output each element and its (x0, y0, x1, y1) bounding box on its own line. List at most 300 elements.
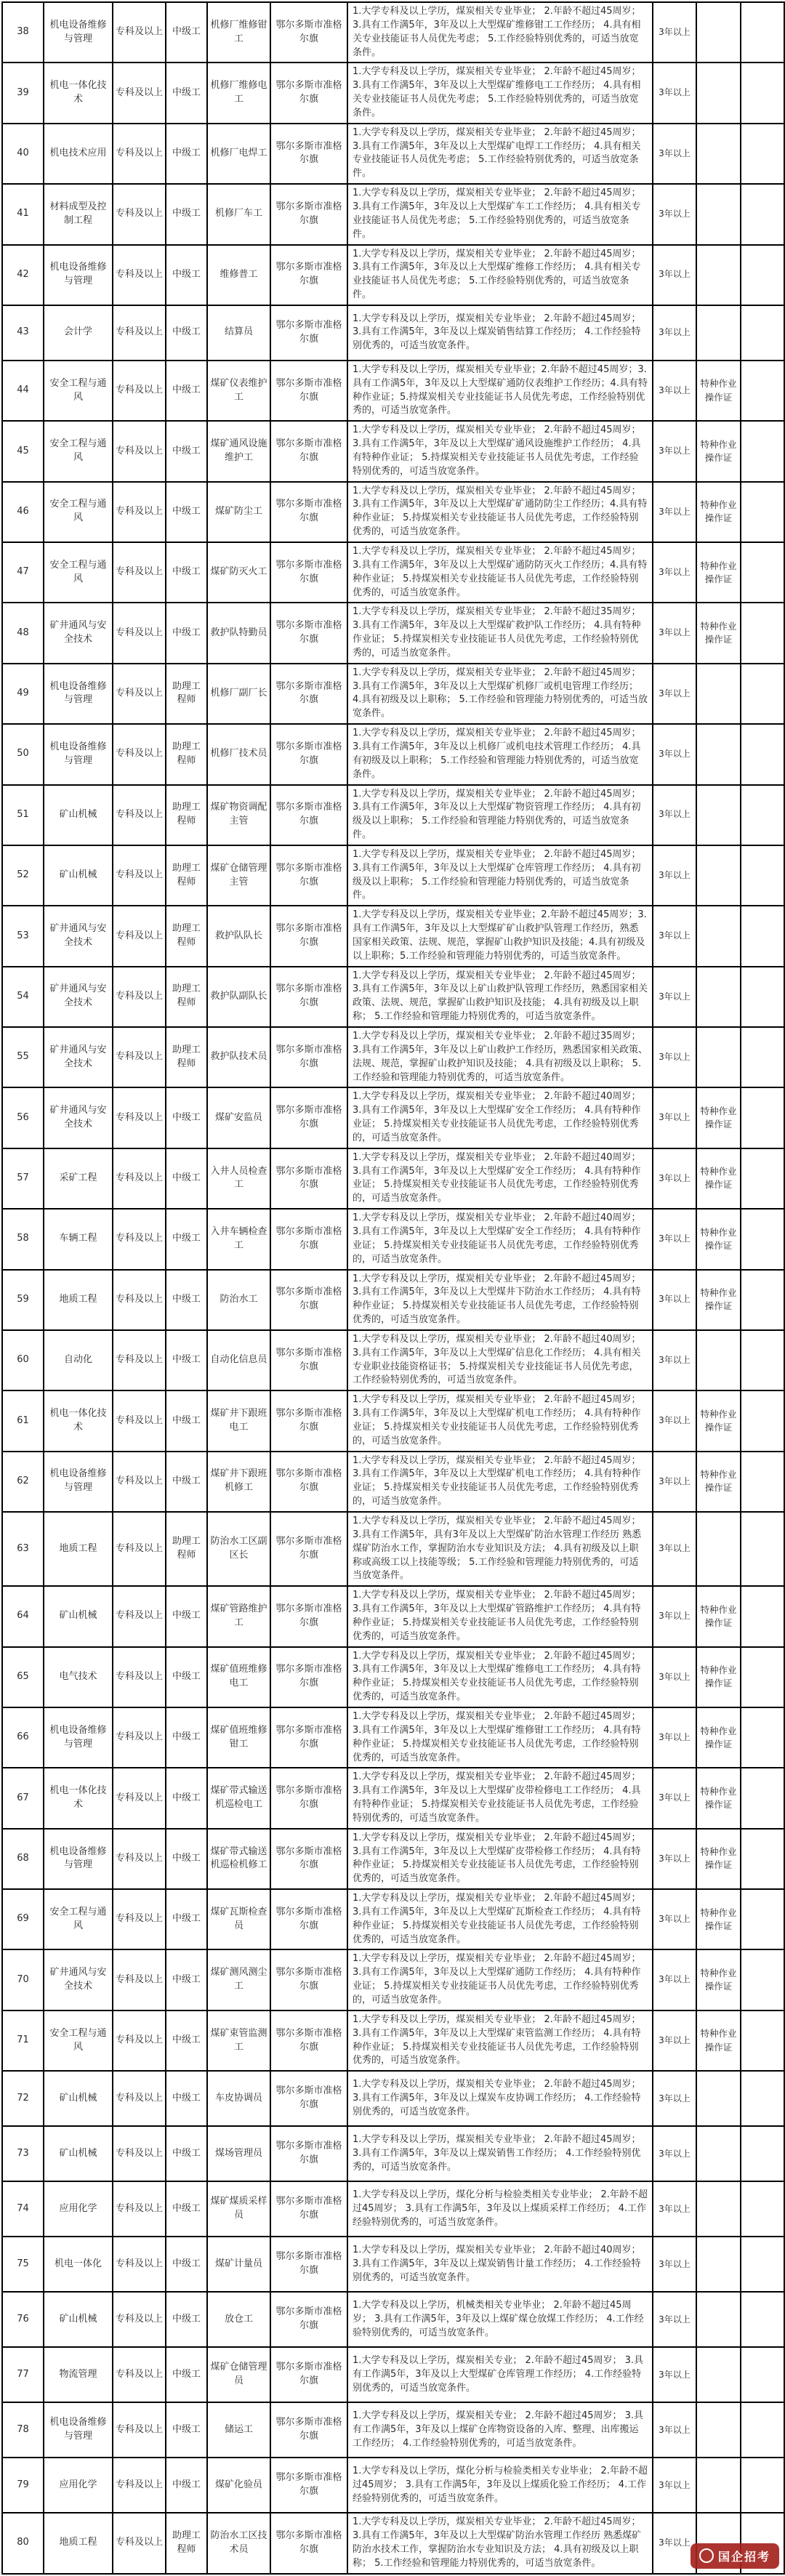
cell-education: 专科及以上 (113, 2292, 166, 2347)
cell-skill-level: 中级工 (166, 361, 207, 421)
cell-location: 鄂尔多斯市准格尔旗 (270, 664, 347, 724)
cell-years: 3年以上 (653, 2181, 696, 2237)
cell-certificate: 特种作业操作证 (696, 542, 741, 603)
cell-note (741, 906, 784, 966)
cell-education: 专科及以上 (113, 785, 166, 845)
cell-major: 机电设备维修与管理 (44, 1707, 113, 1768)
cell-skill-level: 助理工程师 (166, 906, 207, 966)
cell-certificate: 特种作业操作证 (696, 1707, 741, 1768)
cell-requirements: 1.大学专科及以上学历，煤炭相关专业毕业； 2.年龄不超过45周岁； 3.具有工作满5年，3年及以上大型煤矿矿通防防尘工作经历；4.具有特种作业证； 5.持煤炭相关专业技能证书人员优先考虑，工作经验特别优秀的，可适当放宽条件。 (347, 482, 653, 542)
cell-location: 鄂尔多斯市准格尔旗 (270, 361, 347, 421)
cell-row-number: 44 (2, 361, 44, 421)
table-row (2, 542, 784, 603)
cell-years: 3年以上 (653, 63, 696, 123)
cell-major: 会计学 (44, 305, 113, 361)
table-row (2, 1270, 784, 1330)
cell-requirements: 1.大学专科及以上学历，煤炭相关专业毕业； 2.年龄不超过45周岁； 3.具有工作满5年，3年及以上大型煤矿机电工作经历； 4.具有特种作业证； 5.持煤炭相关专业技能证书人员优先考虑，工作经验特别优秀的，可适当放宽条件。 (347, 1390, 653, 1451)
cell-years: 3年以上 (653, 1330, 696, 1390)
cell-education: 专科及以上 (113, 2458, 166, 2513)
cell-education: 专科及以上 (113, 305, 166, 361)
cell-years: 3年以上 (653, 724, 696, 784)
cell-note (741, 1512, 784, 1586)
cell-note (741, 785, 784, 845)
cell-skill-level: 助理工程师 (166, 664, 207, 724)
cell-location: 鄂尔多斯市准格尔旗 (270, 1889, 347, 1949)
cell-years: 3年以上 (653, 1586, 696, 1646)
watermark-badge (691, 2543, 779, 2569)
cell-requirements: 1.大学专科及以上学历，煤炭相关专业毕业； 2.年龄不超过45周岁； 3.具有工作满5年，3年及以上大型煤矿机电工作经历； 4.具有特种作业证； 5.持煤炭相关专业技能证书人员优先考虑，工作经验特别优秀的，可适当放宽条件。 (347, 1452, 653, 1512)
cell-requirements: 1.大学专科及以上学历，煤炭相关专业毕业； 2.年龄不超过45周岁； 3.具有工作满5年，3年及以上大型煤矿皮带检修电工工作经历； 4.具有特种作业证； 5.持煤炭相关专业技能证书人员优先考虑，工作经验特别优秀的，可适当放宽条件。 (347, 1768, 653, 1828)
cell-row-number: 67 (2, 1768, 44, 1828)
cell-position: 机修厂维修钳工 (207, 2, 270, 63)
cell-years: 3年以上 (653, 664, 696, 724)
cell-years: 3年以上 (653, 482, 696, 542)
cell-skill-level: 中级工 (166, 2, 207, 63)
cell-position: 机修厂维修电工 (207, 63, 270, 123)
cell-note (741, 1949, 784, 2010)
cell-education: 专科及以上 (113, 1829, 166, 1889)
cell-education: 专科及以上 (113, 1586, 166, 1646)
cell-skill-level: 中级工 (166, 1390, 207, 1451)
cell-certificate (696, 184, 741, 244)
table-row (2, 724, 784, 784)
cell-certificate (696, 2458, 741, 2513)
cell-years: 3年以上 (653, 1209, 696, 1269)
cell-note (741, 2292, 784, 2347)
cell-row-number: 55 (2, 1027, 44, 1087)
cell-note (741, 361, 784, 421)
cell-major: 机电技术应用 (44, 124, 113, 184)
cell-certificate (696, 664, 741, 724)
cell-skill-level: 中级工 (166, 1707, 207, 1768)
cell-education: 专科及以上 (113, 1768, 166, 1828)
cell-years: 3年以上 (653, 2458, 696, 2513)
cell-requirements: 1.大学专科及以上学历，煤炭相关专业毕业； 2.年龄不超过45周岁； 3.具有工作满5年，3年及以上煤炭车皮协调工作经历； 4.工作经验特别优秀的，可适当放宽条件。 (347, 2071, 653, 2126)
cell-certificate (696, 2237, 741, 2292)
cell-years: 3年以上 (653, 1512, 696, 1586)
cell-education: 专科及以上 (113, 542, 166, 603)
cell-position: 机修厂副厂长 (207, 664, 270, 724)
cell-major: 机电设备维修与管理 (44, 1829, 113, 1889)
cell-position: 救护队副队长 (207, 967, 270, 1027)
cell-row-number: 70 (2, 1949, 44, 2010)
cell-requirements: 1.大学专科及以上学历，煤炭相关专业毕业； 2.年龄不超过40周岁； 3.具有工作满5年，3年及以上大型煤矿信息化工作经历； 4.具有相关专业职业技能资格证书； 5.持煤炭相关专业技能证书人员优先考虑，工作经验特别优秀的，可适当放宽条件。 (347, 1330, 653, 1390)
cell-note (741, 1390, 784, 1451)
cell-row-number: 76 (2, 2292, 44, 2347)
cell-skill-level: 中级工 (166, 1270, 207, 1330)
cell-years: 3年以上 (653, 603, 696, 663)
cell-note (741, 1647, 784, 1707)
cell-location: 鄂尔多斯市准格尔旗 (270, 2347, 347, 2402)
cell-row-number: 63 (2, 1512, 44, 1586)
cell-major: 矿井通风与安全技术 (44, 906, 113, 966)
cell-note (741, 2, 784, 63)
cell-skill-level: 助理工程师 (166, 967, 207, 1027)
cell-education: 专科及以上 (113, 1889, 166, 1949)
cell-location: 鄂尔多斯市准格尔旗 (270, 2237, 347, 2292)
cell-requirements: 1.大学专科及以上学历，煤炭相关专业毕业； 2.年龄不超过45周岁； 3.具有工作满5年，3年及以上大型煤矿维修工作经历； 4.具有相关专业技能证书人员优先考虑； 5.工作经验特别优秀的，可适当放宽条件。 (347, 245, 653, 305)
cell-note (741, 245, 784, 305)
cell-education: 专科及以上 (113, 1949, 166, 2010)
cell-location: 鄂尔多斯市准格尔旗 (270, 1330, 347, 1390)
table-row (2, 1452, 784, 1512)
cell-years: 3年以上 (653, 1949, 696, 2010)
cell-skill-level: 中级工 (166, 305, 207, 361)
cell-row-number: 64 (2, 1586, 44, 1646)
cell-requirements: 1.大学专科及以上学历，煤炭相关专业毕业；2.年龄不超过45周岁；3.具有工作满5年，3年及以上大型煤矿矿山救护队管理工作经历，熟悉国家相关政策、法规、规范，掌握矿山救护知识及技能；4.具有初级及以上职称；5.工作经验和管理能力特别优秀的，可适当放宽条件。 (347, 906, 653, 966)
cell-location: 鄂尔多斯市准格尔旗 (270, 967, 347, 1027)
cell-position: 煤矿防灭火工 (207, 542, 270, 603)
cell-location: 鄂尔多斯市准格尔旗 (270, 1768, 347, 1828)
cell-position: 煤矿管路维护工 (207, 1586, 270, 1646)
cell-note (741, 1270, 784, 1330)
table-row (2, 603, 784, 663)
cell-years: 3年以上 (653, 1647, 696, 1707)
cell-row-number: 60 (2, 1330, 44, 1390)
cell-requirements: 1.大学专科及以上学历，煤炭相关专业毕业； 2.年龄不超过45周岁； 3.具有工作满5年，3年及以上大型煤矿电焊工工作经历； 4.具有相关专业技能证书人员优先考虑； 5.工作经验特别优秀的，可适当放宽条件。 (347, 124, 653, 184)
cell-certificate: 特种作业操作证 (696, 1768, 741, 1828)
cell-certificate (696, 1330, 741, 1390)
cell-skill-level: 中级工 (166, 2126, 207, 2181)
cell-years: 3年以上 (653, 2237, 696, 2292)
cell-requirements: 1.大学专科及以上学历，煤炭相关专业； 2.年龄不超过45周岁； 3.具有工作满5年，3年及以上煤矿仓库物资设备的入库、整理、出库搬运工作经历； 4.工作经验特别优秀的，可适当放宽条件。 (347, 2402, 653, 2458)
cell-location: 鄂尔多斯市准格尔旗 (270, 542, 347, 603)
cell-certificate: 特种作业操作证 (696, 1949, 741, 2010)
cell-note (741, 1452, 784, 1512)
cell-major: 采矿工程 (44, 1148, 113, 1209)
cell-location: 鄂尔多斯市准格尔旗 (270, 2071, 347, 2126)
cell-position: 煤矿仓储管理员 (207, 2347, 270, 2402)
cell-skill-level: 中级工 (166, 482, 207, 542)
cell-skill-level: 中级工 (166, 2292, 207, 2347)
cell-years: 3年以上 (653, 542, 696, 603)
cell-position: 防治水工区副区长 (207, 1512, 270, 1586)
cell-years: 3年以上 (653, 2292, 696, 2347)
cell-row-number: 62 (2, 1452, 44, 1512)
cell-certificate (696, 1027, 741, 1087)
cell-location: 鄂尔多斯市准格尔旗 (270, 906, 347, 966)
cell-major: 矿山机械 (44, 845, 113, 906)
cell-skill-level: 助理工程师 (166, 1512, 207, 1586)
cell-certificate (696, 724, 741, 784)
cell-years: 3年以上 (653, 967, 696, 1027)
cell-position: 煤矿安监员 (207, 1087, 270, 1148)
cell-skill-level: 中级工 (166, 542, 207, 603)
cell-position: 煤矿带式输送机巡检机修工 (207, 1829, 270, 1889)
cell-row-number: 49 (2, 664, 44, 724)
cell-certificate (696, 2126, 741, 2181)
recruitment-table (1, 1, 785, 2575)
cell-requirements: 1.大学专科及以上学历，煤炭相关专业毕业；2.年龄不超过45周岁；3.具有工作满5年，3年及以上大型煤矿通防仪表维护工作经历；4.具有特种作业证；5.持煤炭相关专业技能证书人员优先考虑，工作经验特别优秀的，可适当放宽条件。 (347, 361, 653, 421)
table-row (2, 1512, 784, 1586)
cell-education: 专科及以上 (113, 845, 166, 906)
cell-major: 安全工程与通风 (44, 421, 113, 481)
cell-position: 车皮协调员 (207, 2071, 270, 2126)
cell-certificate: 特种作业操作证 (696, 1270, 741, 1330)
cell-location: 鄂尔多斯市准格尔旗 (270, 2181, 347, 2237)
cell-position: 煤矿煤质采样员 (207, 2181, 270, 2237)
cell-education: 专科及以上 (113, 1707, 166, 1768)
cell-requirements: 1.大学专科及以上学历，煤炭相关专业毕业； 2.年龄不超过45周岁； 3.具有工作满5年，3年及以上大型煤矿通风设施维护工作经历； 4.具有特种作业证； 5.持煤炭相关专业技能证书人员优先考虑，工作经验特别优秀的，可适当放宽条件。 (347, 421, 653, 481)
cell-major: 机电设备维修与管理 (44, 2402, 113, 2458)
cell-location: 鄂尔多斯市准格尔旗 (270, 2126, 347, 2181)
cell-row-number: 73 (2, 2126, 44, 2181)
cell-major: 矿井通风与安全技术 (44, 603, 113, 663)
cell-years: 3年以上 (653, 361, 696, 421)
cell-note (741, 2458, 784, 2513)
cell-years: 3年以上 (653, 845, 696, 906)
table-row (2, 906, 784, 966)
cell-major: 机电设备维修与管理 (44, 724, 113, 784)
cell-position: 煤矿通风设施维护工 (207, 421, 270, 481)
cell-education: 专科及以上 (113, 2071, 166, 2126)
cell-skill-level: 中级工 (166, 1087, 207, 1148)
cell-years: 3年以上 (653, 2071, 696, 2126)
cell-years: 3年以上 (653, 906, 696, 966)
cell-position: 机修厂车工 (207, 184, 270, 244)
cell-certificate: 特种作业操作证 (696, 1452, 741, 1512)
cell-skill-level: 中级工 (166, 603, 207, 663)
cell-note (741, 421, 784, 481)
table-row (2, 1949, 784, 2010)
cell-location: 鄂尔多斯市准格尔旗 (270, 1209, 347, 1269)
cell-requirements: 1.大学专科及以上学历，机械类相关专业毕业； 2.年龄不超过45周岁； 3.具有工作满5年，3年及以上煤矿煤仓放煤工作经历； 4.工作经验特别优秀的，可适当放宽条件。 (347, 2292, 653, 2347)
cell-location: 鄂尔多斯市准格尔旗 (270, 2, 347, 63)
cell-years: 3年以上 (653, 1829, 696, 1889)
cell-location: 鄂尔多斯市准格尔旗 (270, 1087, 347, 1148)
cell-years: 3年以上 (653, 785, 696, 845)
cell-position: 防治水工区技术员 (207, 2513, 270, 2573)
cell-education: 专科及以上 (113, 361, 166, 421)
cell-major: 自动化 (44, 1330, 113, 1390)
cell-position: 机修厂电焊工 (207, 124, 270, 184)
cell-location: 鄂尔多斯市准格尔旗 (270, 724, 347, 784)
cell-certificate: 特种作业操作证 (696, 1586, 741, 1646)
table-row (2, 63, 784, 123)
cell-note (741, 2071, 784, 2126)
cell-row-number: 53 (2, 906, 44, 966)
cell-requirements: 1.大学专科及以上学历，煤炭相关专业毕业； 2.年龄不超过45周岁； 3.具有工作满5年，3年及以上大型煤矿防治水管理工作经历 熟悉煤矿防治水技术工作，掌握防治水专业知识及方法； 4.具有初级及以上职称； 5.工作经验和管理能力特别优秀的，可适当放宽条件。 (347, 2513, 653, 2573)
cell-education: 专科及以上 (113, 2, 166, 63)
cell-row-number: 43 (2, 305, 44, 361)
table-row (2, 1330, 784, 1390)
cell-education: 专科及以上 (113, 724, 166, 784)
cell-location: 鄂尔多斯市准格尔旗 (270, 1148, 347, 1209)
cell-major: 矿山机械 (44, 1586, 113, 1646)
table-row (2, 2071, 784, 2126)
cell-position: 煤矿井下跟班机修工 (207, 1452, 270, 1512)
cell-certificate (696, 2347, 741, 2402)
cell-skill-level: 中级工 (166, 184, 207, 244)
cell-education: 专科及以上 (113, 2237, 166, 2292)
cell-requirements: 1.大学专科及以上学历，煤炭相关专业毕业； 2.年龄不超过45周岁； 3.具有工作满5年，3年及以上大型煤矿车工工作经历； 4.具有相关专业技能证书人员优先考虑； 5.工作经验特别优秀的，可适当放宽条件。 (347, 184, 653, 244)
cell-certificate (696, 1512, 741, 1586)
cell-requirements: 1.大学专科及以上学历，煤炭相关专业毕业； 2.年龄不超过45周岁； 3.具有工作满5年，3年及以上大型煤矿通防防灭火工作经历；4.具有特种作业证； 5.持煤炭相关专业技能证书人员优先考虑，工作经验特别优秀的，可适当放宽条件。 (347, 542, 653, 603)
cell-requirements: 1.大学专科及以上学历，煤炭相关专业毕业； 2.年龄不超过45周岁； 3.具有工作满5年，3年及以上大型煤矿维修钳工工作经历； 4.具有相关专业技能证书人员优先考虑； 5.工作经验特别优秀的，可适当放宽条件。 (347, 2, 653, 63)
cell-certificate (696, 2402, 741, 2458)
cell-years: 3年以上 (653, 1452, 696, 1512)
cell-major: 物流管理 (44, 2347, 113, 2402)
cell-row-number: 75 (2, 2237, 44, 2292)
cell-row-number: 61 (2, 1390, 44, 1451)
cell-location: 鄂尔多斯市准格尔旗 (270, 1512, 347, 1586)
cell-position: 煤矿物资调配主管 (207, 785, 270, 845)
cell-row-number: 68 (2, 1829, 44, 1889)
table-row (2, 2292, 784, 2347)
cell-position: 煤矿瓦斯检查员 (207, 1889, 270, 1949)
cell-education: 专科及以上 (113, 664, 166, 724)
table-row (2, 1586, 784, 1646)
cell-years: 3年以上 (653, 2347, 696, 2402)
cell-position: 煤矿测风测尘工 (207, 1949, 270, 2010)
cell-position: 救护队队长 (207, 906, 270, 966)
cell-requirements: 1.大学专科及以上学历，煤炭相关专业； 2.年龄不超过45周岁； 3.具有工作满5年，3年及以上大型煤矿仓库管理工作经历； 4.工作经验特别优秀的，可适当放宽条件。 (347, 2347, 653, 2402)
cell-major: 地质工程 (44, 1270, 113, 1330)
cell-major: 机电设备维修与管理 (44, 1452, 113, 1512)
table-row (2, 305, 784, 361)
table-row (2, 2458, 784, 2513)
cell-major: 矿井通风与安全技术 (44, 1087, 113, 1148)
cell-skill-level: 中级工 (166, 124, 207, 184)
cell-row-number: 48 (2, 603, 44, 663)
cell-education: 专科及以上 (113, 1330, 166, 1390)
cell-requirements: 1.大学专科及以上学历，煤炭相关专业毕业； 2.年龄不超过45周岁； 3.具有工作满5年，3年及以上大型煤矿维修电工工作经历； 4.具有相关专业技能证书人员优先考虑； 5.工作经验特别优秀的，可适当放宽条件。 (347, 63, 653, 123)
cell-years: 3年以上 (653, 1027, 696, 1087)
cell-note (741, 1330, 784, 1390)
table-row (2, 2237, 784, 2292)
cell-skill-level: 助理工程师 (166, 785, 207, 845)
cell-note (741, 664, 784, 724)
cell-requirements: 1.大学专科及以上学历，煤炭相关专业毕业； 2.年龄不超过45周岁； 3.具有工作满5年，3年及以上大型煤矿瓦斯检查工作经历； 4.具有特种作业证； 5.持煤炭相关专业技能证书人员优先考虑，工作经验特别优秀的，可适当放宽条件。 (347, 1889, 653, 1949)
cell-major: 材料成型及控制工程 (44, 184, 113, 244)
cell-row-number: 47 (2, 542, 44, 603)
cell-years: 3年以上 (653, 1889, 696, 1949)
cell-skill-level: 中级工 (166, 2458, 207, 2513)
cell-certificate (696, 305, 741, 361)
cell-row-number: 77 (2, 2347, 44, 2402)
table-row (2, 1647, 784, 1707)
cell-requirements: 1.大学专科及以上学历，煤炭相关专业毕业； 2.年龄不超过45周岁； 3.具有工作满5年，3年及以上煤炭销售结算工作经历； 4.工作经验特别优秀的，可适当放宽条件。 (347, 305, 653, 361)
cell-location: 鄂尔多斯市准格尔旗 (270, 2292, 347, 2347)
cell-certificate: 特种作业操作证 (696, 1209, 741, 1269)
cell-years: 3年以上 (653, 184, 696, 244)
cell-row-number: 74 (2, 2181, 44, 2237)
cell-location: 鄂尔多斯市准格尔旗 (270, 482, 347, 542)
cell-note (741, 2126, 784, 2181)
cell-requirements: 1.大学专科及以上学历，煤炭相关专业毕业； 2.年龄不超过45周岁； 3.具有工作满5年，3年及以上矿山救护队管理工作经历，熟悉国家相关政策、法规、规范，掌握矿山救护知识及技能； 4.具有初级及以上职称； 5.工作经验和管理能力特别优秀的，可适当放宽条件。 (347, 967, 653, 1027)
cell-major: 机电一体化 (44, 2237, 113, 2292)
cell-major: 安全工程与通风 (44, 482, 113, 542)
table-row (2, 361, 784, 421)
table-row (2, 2011, 784, 2071)
cell-certificate (696, 845, 741, 906)
cell-note (741, 1209, 784, 1269)
cell-major: 电气技术 (44, 1647, 113, 1707)
cell-skill-level: 中级工 (166, 1647, 207, 1707)
cell-requirements: 1.大学专科及以上学历，煤炭相关专业毕业； 2.年龄不超过45周岁； 3.具有工作满5年，3年及以上大型煤矿维修钳工工作经历； 4.具有特种作业证； 5.持煤炭相关专业技能证书人员优先考虑，工作经验特别优秀的，可适当放宽条件。 (347, 1707, 653, 1768)
cell-row-number: 72 (2, 2071, 44, 2126)
cell-requirements: 1.大学专科及以上学历，煤炭相关专业毕业； 2.年龄不超过45周岁； 3.具有工作满5年，3年及以上大型煤矿皮带检修工作经历； 4.具有特种作业证； 5.持煤炭相关专业技能证书人员优先考虑，工作经验特别优秀的，可适当放宽条件。 (347, 1829, 653, 1889)
cell-skill-level: 中级工 (166, 63, 207, 123)
cell-requirements: 1.大学专科及以上学历，煤炭相关专业毕业； 2.年龄不超过40周岁； 3.具有工作满5年，3年及以上大型煤矿安全工作经历； 4.具有特种作业证； 5.持煤炭相关专业技能证书人员优先考虑，工作经验特别优秀的，可适当放宽条件。 (347, 1209, 653, 1269)
cell-certificate: 特种作业操作证 (696, 361, 741, 421)
cell-skill-level: 助理工程师 (166, 2513, 207, 2573)
cell-skill-level: 助理工程师 (166, 1027, 207, 1087)
cell-years: 3年以上 (653, 1148, 696, 1209)
cell-note (741, 184, 784, 244)
table-row (2, 1889, 784, 1949)
cell-requirements: 1.大学专科及以上学历，煤炭相关专业毕业； 2.年龄不超过45周岁； 3.具有工作满5年，3年及以上大型煤矿束管监测工作经历； 4.具有特种作业证； 5.持煤炭相关专业技能证书人员优先考虑，工作经验特别优秀的，可适当放宽条件。 (347, 2011, 653, 2071)
cell-certificate (696, 2071, 741, 2126)
cell-skill-level: 中级工 (166, 1330, 207, 1390)
cell-location: 鄂尔多斯市准格尔旗 (270, 603, 347, 663)
cell-row-number: 59 (2, 1270, 44, 1330)
cell-row-number: 54 (2, 967, 44, 1027)
cell-location: 鄂尔多斯市准格尔旗 (270, 184, 347, 244)
table-row (2, 785, 784, 845)
cell-location: 鄂尔多斯市准格尔旗 (270, 63, 347, 123)
table-row (2, 1027, 784, 1087)
cell-skill-level: 中级工 (166, 1949, 207, 2010)
cell-skill-level: 中级工 (166, 1829, 207, 1889)
cell-certificate (696, 785, 741, 845)
cell-note (741, 603, 784, 663)
cell-education: 专科及以上 (113, 1148, 166, 1209)
cell-education: 专科及以上 (113, 2402, 166, 2458)
cell-position: 机修厂技术员 (207, 724, 270, 784)
cell-major: 矿山机械 (44, 2071, 113, 2126)
cell-skill-level: 助理工程师 (166, 845, 207, 906)
watermark-logo-icon (699, 2548, 714, 2563)
cell-requirements: 1.大学专科及以上学历，煤炭相关专业毕业； 2.年龄不超过45周岁； 3.具有工作满5年，3年及以上大型煤井下防治水工作经历； 4.具有特种作业证； 5.持煤炭相关专业技能证书人员优先考虑，工作经验特别优秀的，可适当放宽条件。 (347, 1270, 653, 1330)
cell-note (741, 542, 784, 603)
cell-years: 3年以上 (653, 1087, 696, 1148)
cell-note (741, 967, 784, 1027)
table-row (2, 1390, 784, 1451)
cell-major: 机电一体化技术 (44, 1768, 113, 1828)
cell-major: 矿山机械 (44, 785, 113, 845)
cell-education: 专科及以上 (113, 184, 166, 244)
cell-skill-level: 中级工 (166, 2181, 207, 2237)
cell-years: 3年以上 (653, 1390, 696, 1451)
cell-position: 煤矿化验员 (207, 2458, 270, 2513)
cell-major: 地质工程 (44, 1512, 113, 1586)
cell-education: 专科及以上 (113, 1209, 166, 1269)
cell-certificate: 特种作业操作证 (696, 1889, 741, 1949)
cell-row-number: 58 (2, 1209, 44, 1269)
cell-note (741, 1148, 784, 1209)
cell-row-number: 40 (2, 124, 44, 184)
table-row (2, 1087, 784, 1148)
cell-certificate (696, 2181, 741, 2237)
cell-requirements: 1.大学专科及以上学历，煤炭相关专业毕业； 2.年龄不超过45周岁； 3.具有工作满5年，3年及以上大型煤矿仓库管理工作经历； 4.具有初级及以上职称； 5.工作经验和管理能力特别优秀的，可适当放宽条件。 (347, 845, 653, 906)
cell-location: 鄂尔多斯市准格尔旗 (270, 1586, 347, 1646)
cell-education: 专科及以上 (113, 124, 166, 184)
cell-education: 专科及以上 (113, 1087, 166, 1148)
cell-requirements: 1.大学专科及以上学历，煤化分析与检验类相关专业毕业； 2.年龄不超过45周岁； 3.具有工作满5年，3年及以上煤质化验工作经历； 4.工作经验特别优秀的，可适当放宽条件。 (347, 2458, 653, 2513)
cell-certificate: 特种作业操作证 (696, 1829, 741, 1889)
table-row (2, 2, 784, 63)
cell-skill-level: 中级工 (166, 245, 207, 305)
cell-note (741, 2347, 784, 2402)
cell-position: 煤矿仓储管理主管 (207, 845, 270, 906)
cell-note (741, 1027, 784, 1087)
cell-position: 煤矿计量员 (207, 2237, 270, 2292)
cell-education: 专科及以上 (113, 967, 166, 1027)
cell-education: 专科及以上 (113, 1390, 166, 1451)
cell-major: 矿山机械 (44, 2292, 113, 2347)
cell-location: 鄂尔多斯市准格尔旗 (270, 2513, 347, 2573)
